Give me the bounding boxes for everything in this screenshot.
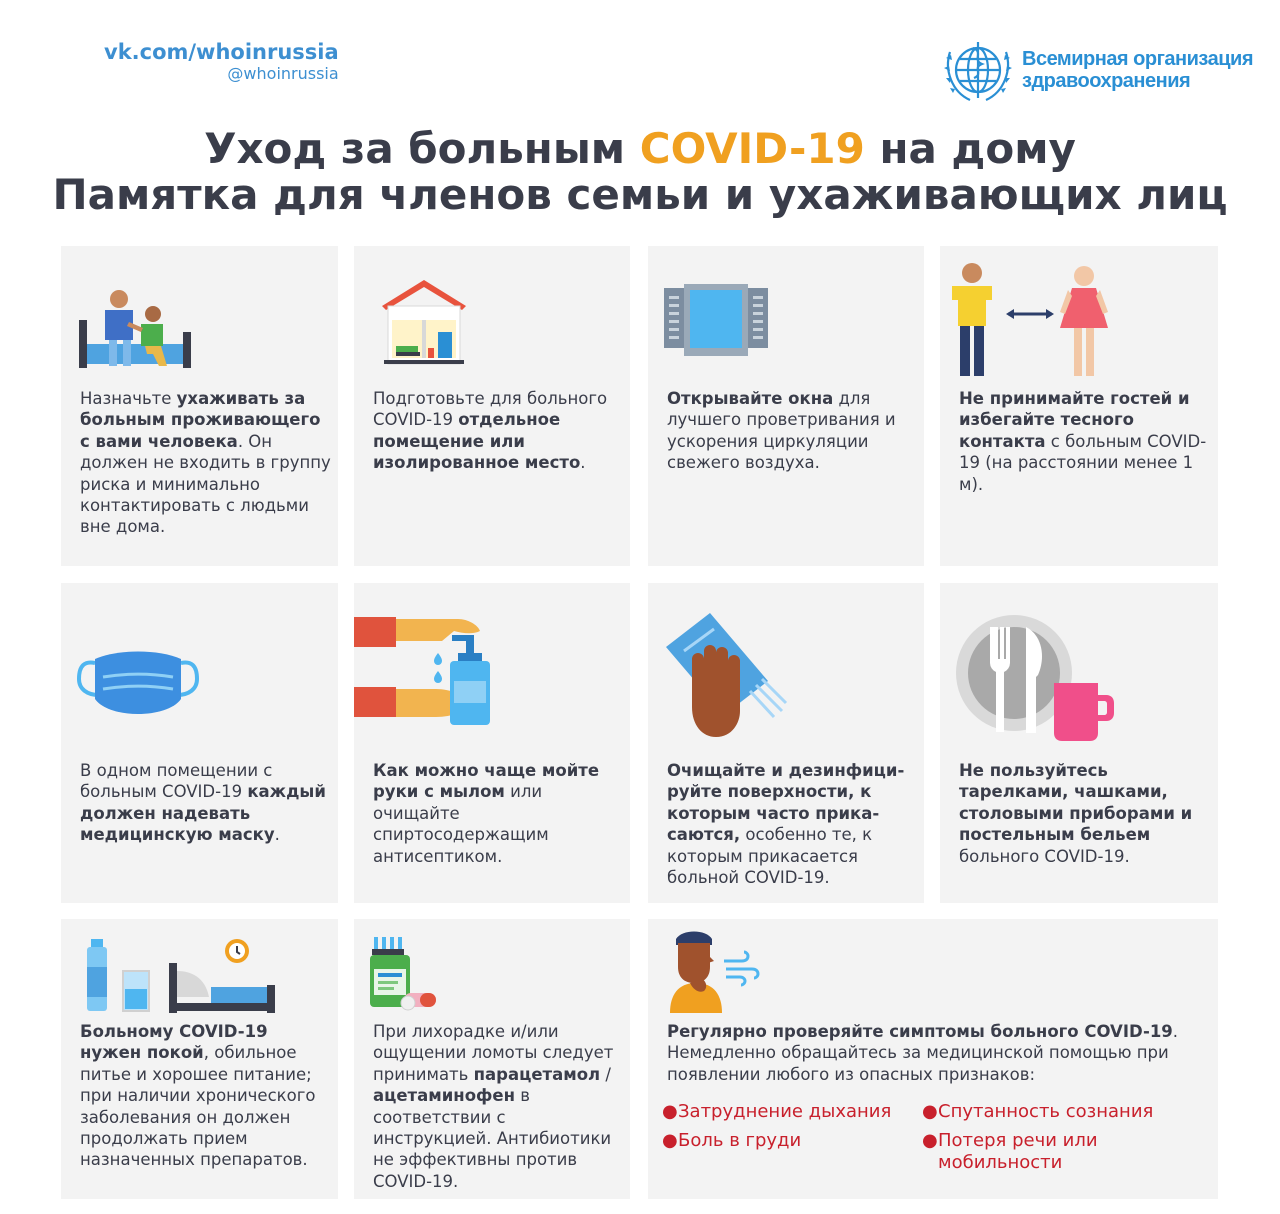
- who-logo: [940, 34, 1253, 106]
- card-text: [667, 1021, 1198, 1085]
- card-text-bold: парацетамол: [473, 1064, 601, 1084]
- bullet: ●: [922, 1130, 938, 1151]
- card-text-segment: /: [600, 1064, 611, 1084]
- card-ventilation: [648, 246, 924, 566]
- card-text-segment: , обильное питье и хорошее питание; при наличии хронического заболевания он должен продолжать прием назначенных препаратов.: [80, 1043, 316, 1170]
- symptom-item: [662, 1130, 801, 1152]
- card-text-segment: с больным COVID-19 (на расстоянии менее 1 м).: [959, 431, 1207, 494]
- card-text-segment: .: [580, 453, 586, 473]
- card-handwash: [354, 583, 630, 903]
- title-highlight: COVID-19: [639, 124, 865, 173]
- card-text: [80, 388, 334, 538]
- card-text-bold: Не принимайте гостей и избегайте тесного контакта: [959, 389, 1190, 451]
- disinfect-icon: [664, 611, 788, 743]
- vk-link[interactable]: vk.com/whoinrussia: [104, 40, 339, 64]
- card-text: [667, 388, 920, 474]
- window-icon: [664, 284, 768, 356]
- dishes-icon: [954, 613, 1116, 743]
- house-icon: [378, 276, 470, 366]
- title-line1-after: на дому: [864, 124, 1076, 173]
- card-disinfect: [648, 583, 924, 903]
- symptom-label: Затруднение дыхания: [678, 1101, 892, 1122]
- card-text-bold: Открывайте окна: [667, 389, 834, 408]
- card-text-segment: Подготовьте для больного COVID-19: [373, 389, 608, 430]
- title-line2: Памятка для членов семьи и ухаживающих лиц: [52, 170, 1228, 219]
- card-text-segment: Назначьте: [80, 389, 177, 408]
- handwash-icon: [354, 611, 496, 729]
- card-text-segment: больного COVID-19.: [959, 846, 1130, 866]
- card-text-bold: Очищайте и дезинфици-руйте поверхности, к которым часто прика-саются,: [667, 761, 905, 845]
- card-text: [80, 1021, 334, 1171]
- card-text-segment: . Он должен не входить в группу риска и минимально контактировать с людьми вне дома.: [80, 431, 331, 537]
- card-mask: [61, 583, 338, 903]
- medicine-icon: [368, 935, 440, 1013]
- card-text: [667, 760, 920, 888]
- who-name-line1: Всемирная организация: [1022, 48, 1253, 70]
- card-text-bold: ухаживать за больным проживающего с вами человека: [80, 389, 321, 451]
- card-distance: [940, 246, 1218, 566]
- vk-contact: [104, 40, 339, 84]
- vk-handle: @whoinrussia: [227, 64, 339, 83]
- card-text-segment: . Немедленно обращайтесь за медицинской помощью при появлении любого из опасных признаков:: [667, 1022, 1179, 1084]
- symptom-item: [922, 1101, 1153, 1123]
- card-text: [959, 388, 1214, 495]
- card-rest: [61, 919, 338, 1199]
- card-text-segment: для лучшего проветривания и ускорения циркуляции свежего воздуха.: [667, 389, 896, 473]
- distance-icon: [946, 262, 1118, 378]
- card-text-segment: .: [274, 825, 280, 845]
- symptom-label: Спутанность сознания: [938, 1101, 1154, 1122]
- card-text-bold: Регулярно проверяйте симптомы больного COVID-19: [667, 1022, 1173, 1041]
- symptom-label: Боль в груди: [678, 1130, 802, 1151]
- card-caregiver: [61, 246, 338, 566]
- title-line1-before: Уход за больным: [204, 124, 640, 173]
- card-text-bold: каждый должен надевать медицинскую маску: [80, 782, 326, 845]
- card-text-segment: в соответствии с инструкцией. Антибиотики не эффективны против COVID-19.: [373, 1086, 612, 1191]
- symptoms-icon: [668, 929, 760, 1013]
- card-text-segment: При лихорадке и/или ощущении ломоты следует принимать: [373, 1022, 614, 1084]
- bullet: ●: [922, 1101, 938, 1122]
- card-medicine: [354, 919, 630, 1199]
- bullet: ●: [662, 1101, 678, 1122]
- card-text: [373, 1021, 626, 1192]
- card-text: [959, 760, 1214, 867]
- card-text: [80, 760, 334, 846]
- card-text-bold: Не пользуйтесь тарелками, чашками, столовыми приборами и постельным бельем: [959, 761, 1193, 845]
- who-name-line2: здравоохранения: [1022, 70, 1191, 92]
- symptom-label: Потеря речи или мобильности: [938, 1130, 1098, 1173]
- symptom-item: [662, 1101, 891, 1123]
- who-emblem-icon: [940, 34, 1016, 106]
- card-isolation: [354, 246, 630, 566]
- bullet: ●: [662, 1130, 678, 1151]
- card-dishes: [940, 583, 1218, 903]
- card-text-bold: Как можно чаще мойте руки с мылом: [373, 761, 600, 802]
- card-text-segment: или очищайте спиртосодержащим антисептиком.: [373, 782, 549, 866]
- mask-icon: [77, 649, 199, 725]
- card-text: [373, 760, 626, 867]
- page-title: [0, 126, 1280, 218]
- rest-icon: [85, 937, 275, 1013]
- card-text-bold: ацетаминофен: [373, 1086, 515, 1106]
- symptom-item: [922, 1130, 1122, 1174]
- caregiver-icon: [79, 286, 191, 372]
- card-text-bold: отдельное помещение или изолированное место: [373, 410, 581, 473]
- card-text-bold: Больному COVID-19 нужен покой: [80, 1022, 268, 1063]
- card-symptoms: [648, 919, 1218, 1199]
- card-text-segment: В одном помещении с больным COVID-19: [80, 761, 273, 802]
- card-text-segment: особенно те, к которым прикасается больной COVID-19.: [667, 825, 873, 888]
- card-text: [373, 388, 626, 474]
